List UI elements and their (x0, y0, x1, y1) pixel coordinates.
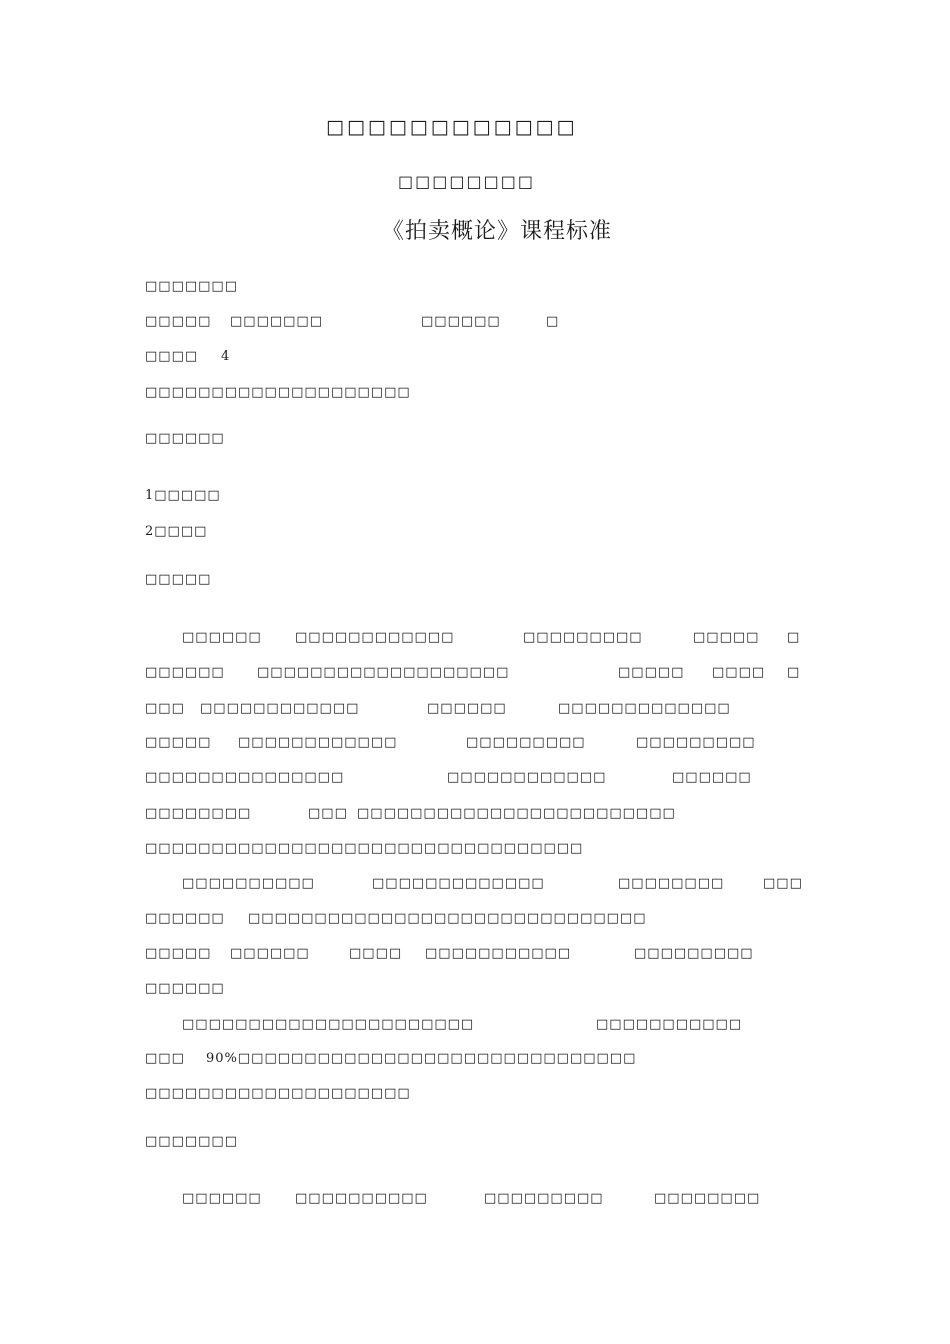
text-segment: □□□□□□□□□ (634, 946, 754, 961)
section-heading: □□□□□ (145, 572, 212, 587)
text-segment: □□□□□ (145, 946, 212, 961)
text-segment: □□□□□□□□□□□□ (200, 701, 360, 716)
text-segment: 90%□□□□□□□□□□□□□□□□□□□□□□□□□□□□□□ (206, 1051, 637, 1066)
text-segment: □□□□□ (145, 314, 212, 329)
text-segment: □□□ (145, 1051, 185, 1066)
text-segment: □□□□□□ (182, 630, 262, 645)
text-segment: □□□□□□□□□□□ (425, 946, 572, 961)
text-segment: □□□□□□□□□□□□□□□ (145, 770, 345, 785)
text-segment: □ (787, 630, 801, 645)
credit-value: 4 (221, 349, 231, 364)
text-segment: □□□□□□ (182, 1191, 262, 1206)
text-segment: □□□□□□□□□□□□□ (372, 876, 545, 891)
text-segment: □□□□□□□□□ (636, 735, 756, 750)
text-segment: □□□□□□□□□□□□□□□□□□□□□□□□ (357, 806, 676, 821)
text-segment: □□□□□□□□□□□□□ (558, 701, 731, 716)
course-standard-title: 《拍卖概论》课程标准 (382, 219, 613, 244)
text-segment: □□□□□ (145, 735, 212, 750)
text-segment: □□□□□□ (145, 911, 225, 926)
department-title: □□□□□□□□ (398, 172, 535, 191)
text-segment: □□□□□□ (230, 946, 310, 961)
text-segment: □ (787, 665, 801, 680)
text-segment: □□□□□□ (672, 770, 752, 785)
text-segment: □□□□□ (693, 630, 760, 645)
text-segment: □□□□□□□□□□□□□□□□□□□□ (145, 1086, 411, 1101)
list-item: 1□□□□□ (145, 488, 221, 503)
text-segment: □ (546, 314, 560, 329)
text-segment: □□□□□□□□□□□□ (238, 735, 398, 750)
text-segment: □□□□□□□□□ (484, 1191, 604, 1206)
text-segment: □□□□□□□□□□□□□□□□□□□□□□□□□□□□□□□□□ (145, 841, 584, 856)
section-heading: □□□□□□□ (145, 1134, 238, 1149)
text-segment: □□□□□□ (145, 665, 225, 680)
list-item: 2□□□□ (145, 524, 208, 539)
text-segment: □□□□□□□□ (145, 806, 252, 821)
text-segment: □□□□□□□□ (654, 1191, 761, 1206)
text-segment: □□□□□ (618, 665, 685, 680)
text-segment: □□□□□□□□□□ (182, 876, 315, 891)
text-segment: □□□ (145, 701, 185, 716)
school-title: □□□□□□□□□□□□ (326, 116, 578, 138)
text-segment: □□□□□□□□□□□□□□□□□□□□ (145, 385, 411, 400)
text-segment: □□□□□□□□□□□□□□□□□□□□□□□□□□□□□□ (248, 911, 647, 926)
section-heading: □□□□□□ (145, 431, 225, 446)
text-segment: □□□□□□□ (230, 314, 323, 329)
text-segment: □□□□□□ (427, 701, 507, 716)
text-segment: □□□□□□□□□□□□□□□□□□□□□□ (182, 1017, 475, 1032)
text-segment: □□□□□□□□□ (466, 735, 586, 750)
text-segment: □□□ (308, 806, 348, 821)
text-segment: □□□□□□□□□ (523, 630, 643, 645)
text-segment: □□□□□□□□□□□□ (447, 770, 607, 785)
text-segment: □□□□□□□□□□ (295, 1191, 428, 1206)
text-segment: □□□□□□□□ (618, 876, 725, 891)
text-segment: □□□□□□□□□□□ (596, 1017, 743, 1032)
text-segment: □□□□□□□□□□□□ (295, 630, 455, 645)
text-segment: □□□□□□□□□□□□□□□□□□□ (257, 665, 510, 680)
text-segment: □□□□ (145, 349, 199, 364)
text-segment: □□□ (763, 876, 803, 891)
text-segment: □□□□ (712, 665, 766, 680)
text-segment: □□□□□□ (145, 981, 225, 996)
text-segment: □□□□□□ (421, 314, 501, 329)
section-heading: □□□□□□□ (145, 279, 238, 294)
text-segment: □□□□ (349, 946, 403, 961)
